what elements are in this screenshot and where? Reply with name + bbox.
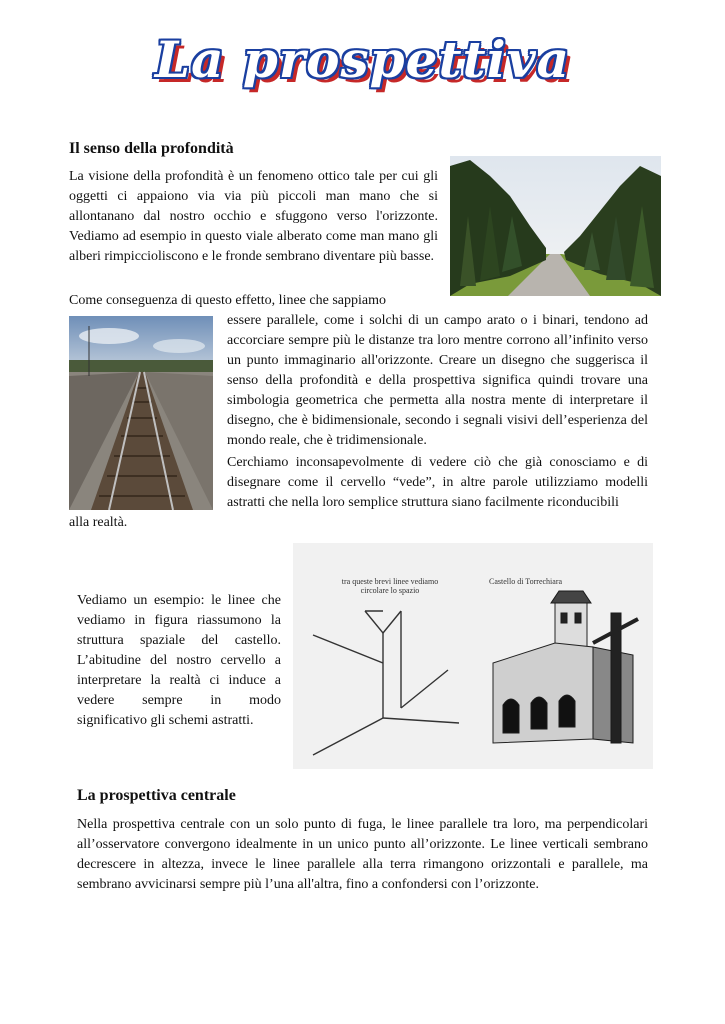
tree-avenue-photo xyxy=(450,156,661,296)
paragraph-brain-models-tail: alla realtà. xyxy=(69,515,128,530)
paragraph-parallel-lines: essere parallele, come i solchi di un campo arato o i binari, tendono ad accorciare sempre più le distanze tra loro mentre corrono all’infinito verso un punto immaginario all'orizzonte. Creare un disegno che suggerisca il senso della profondità e della prospettiva significa quindi trovare una simbologia geometrica che permetta alla nostra mente di interpretare il disegno, che è bidimensionale, secondo i segnali visivi dell’esperienza del mondo reale, che è tridimensionale. xyxy=(227,313,648,448)
page-title: La prospettiva xyxy=(154,30,571,89)
paragraph-brain-models: Cerchiamo inconsapevolmente di vedere ciò che già conosciamo e di disegnare come il cervello “vede”, in altre parole utilizziamo modelli astratti che nella loro semplice struttura siano facilmente riconducibili xyxy=(227,455,648,510)
paragraph-depth-intro: La visione della profondità è un fenomeno ottico tale per cui gli oggetti ci appaiono via via più piccoli man mano che si allontanano dal nostro occhio e sfuggono verso l'orizzonte. Vediamo ad esempio in questo viale alberato come man mano gli alberi rimpiccioliscono e le fronde sembrano diventare più basse. xyxy=(69,169,438,264)
paragraph-central-perspective: Nella prospettiva centrale con un solo punto di fuga, le linee parallele tra loro, ma perpendicolari all’osservatore convergono idealmente in un unico punto all’orizzonte. Le linee verticali sembrano decrescere in altezza, invece le linee parallele alla terra rimangono orizzontali e parallele, ma sembrano avvicinarsi sempre più l’una all'altra, fino a confondersi con l’orizzonte. xyxy=(77,817,648,892)
paragraph-example: Vediamo un esempio: le linee che vediamo in figura riassumono la struttura spaziale del castello. L’abitudine del nostro cervello a interpretare la realtà ci induce a vedere sempre in modo significativo gli schemi astratti. xyxy=(77,593,281,728)
castle-sketch-figure xyxy=(293,543,653,769)
paragraph-parallel-lines-lead: Come conseguenza di questo effetto, linee che sappiamo xyxy=(69,293,386,308)
figure-caption-lines: tra queste brevi linee vediamo circolare lo spazio xyxy=(341,577,439,595)
railway-tracks-photo xyxy=(69,316,213,510)
section-heading-depth: Il senso della profondità xyxy=(69,140,234,157)
section-heading-central-perspective: La prospettiva centrale xyxy=(77,787,236,804)
figure-caption-castle: Castello di Torrechiara xyxy=(489,577,563,586)
